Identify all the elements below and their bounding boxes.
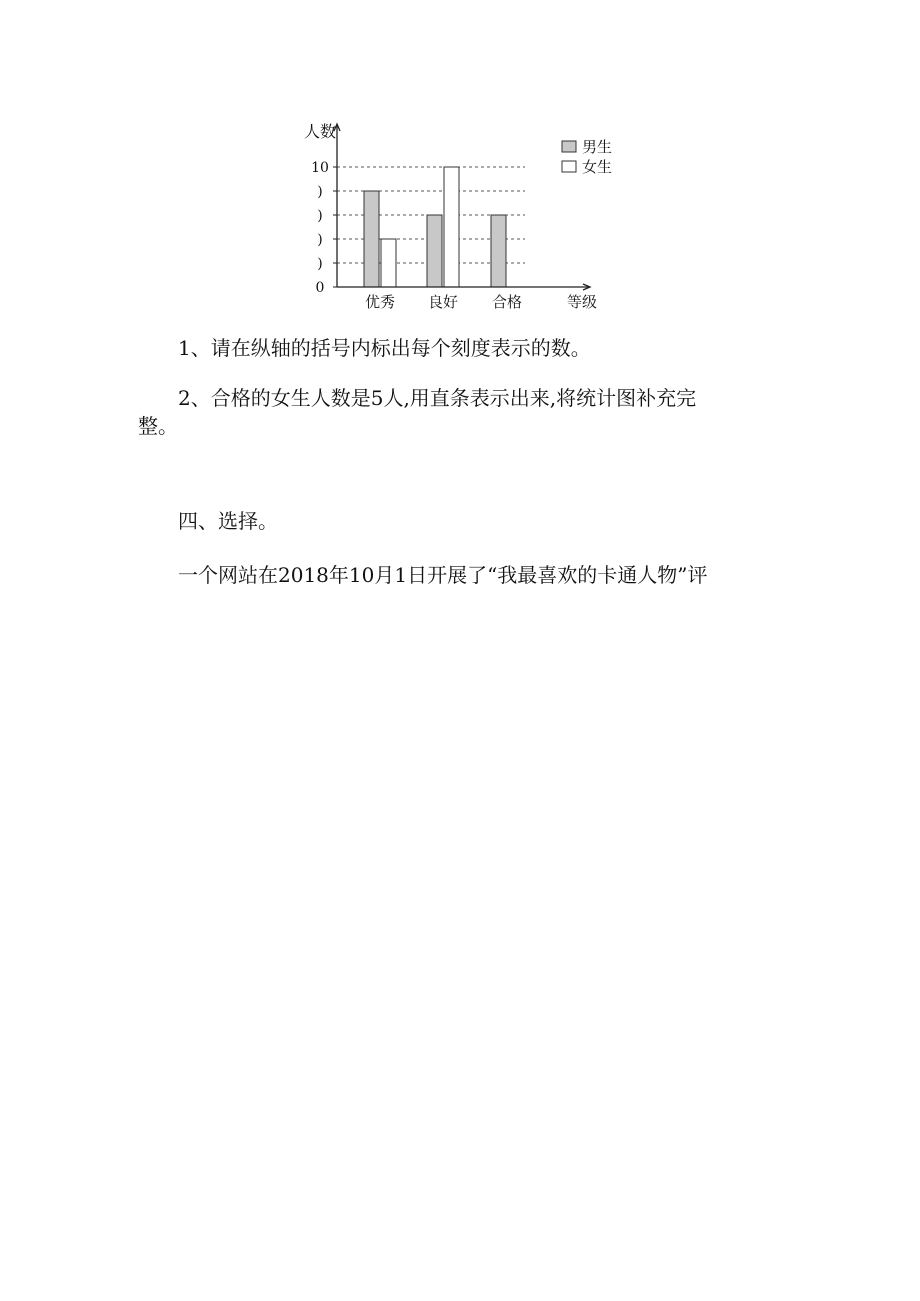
- bar-boys-1: [427, 215, 442, 287]
- bar-girls-0: [381, 239, 396, 287]
- bar-chart: [290, 115, 630, 320]
- legend-swatch-boys: [562, 141, 576, 152]
- x-label-1: 良好: [427, 293, 459, 311]
- x-label-0: 优秀: [364, 293, 396, 311]
- y-tick-label-1: ): [317, 256, 323, 272]
- y-tick-label-0: 0: [315, 280, 325, 296]
- y-tick-label-2: ): [317, 232, 323, 248]
- y-tick-label-3: ): [317, 208, 323, 224]
- legend-swatch-girls: [562, 161, 576, 172]
- y-tick-label-4: ): [317, 184, 323, 200]
- question-2-line-2: 整。: [138, 414, 178, 438]
- bar-boys-0: [364, 191, 379, 287]
- x-label-2: 合格: [491, 293, 523, 311]
- bars: [364, 167, 506, 287]
- question-2-line-1: 2、合格的女生人数是5人,用直条表示出来,将统计图补充完: [178, 386, 697, 410]
- section-title: 四、选择。: [178, 509, 278, 533]
- legend: [562, 138, 612, 176]
- section-intro: 一个网站在2018年10月1日开展了“我最喜欢的卡通人物”评: [178, 563, 708, 587]
- y-axis-title: 人数: [304, 122, 337, 141]
- x-axis-title: 等级: [567, 293, 598, 311]
- y-ticks: [311, 160, 337, 296]
- question-1: 1、请在纵轴的括号内标出每个刻度表示的数。: [178, 336, 591, 360]
- legend-label-girls: 女生: [582, 158, 613, 176]
- y-tick-label-5: 10: [311, 160, 329, 176]
- x-category-labels: [365, 293, 522, 311]
- legend-label-boys: 男生: [582, 138, 613, 156]
- bar-boys-2: [491, 215, 506, 287]
- bar-girls-1: [444, 167, 459, 287]
